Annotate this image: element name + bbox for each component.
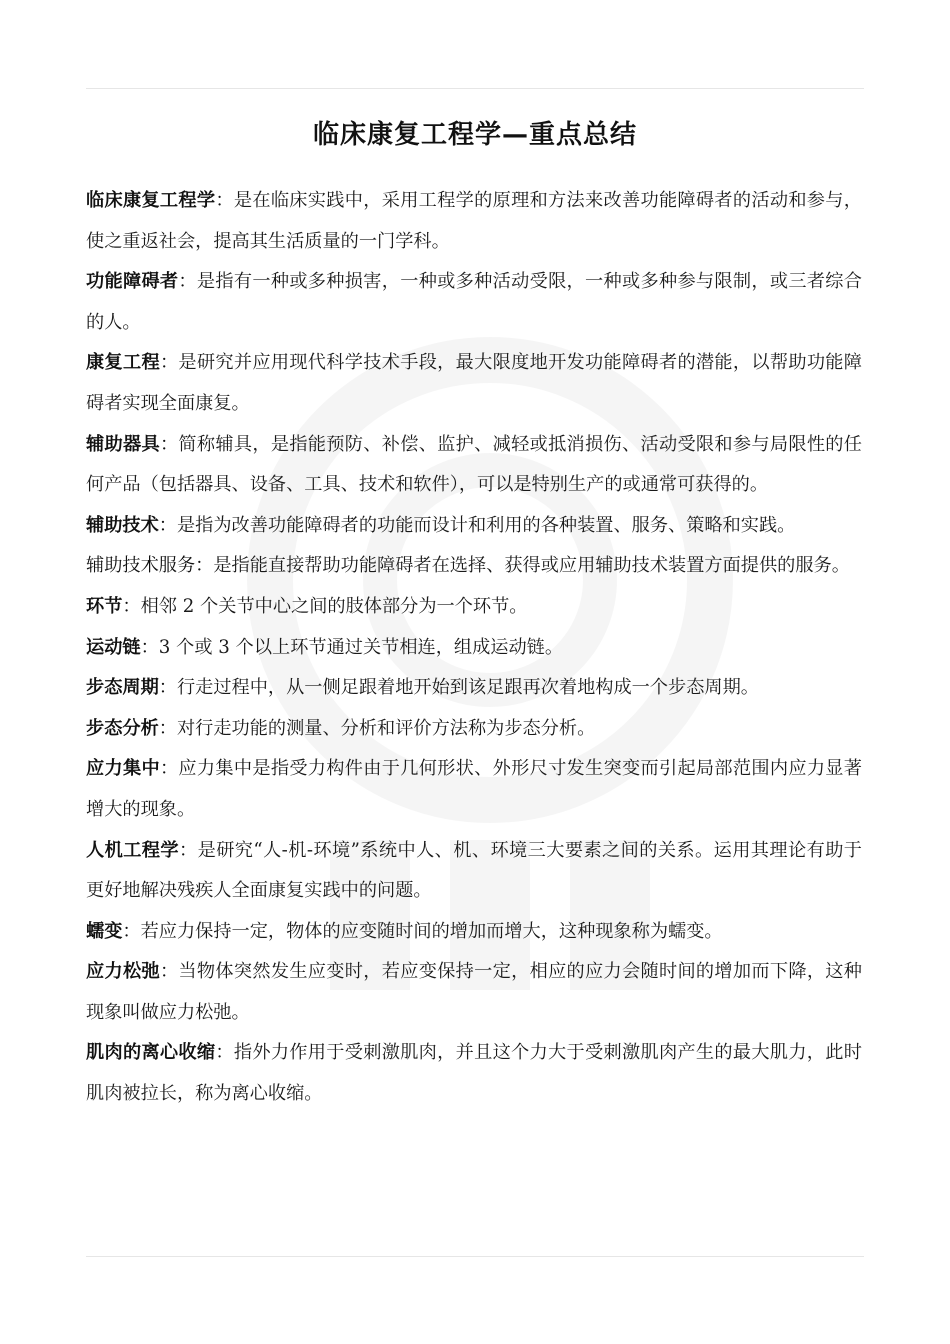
definition-text: 是指有一种或多种损害，一种或多种活动受限，一种或多种参与限制，或三者综合的人。 — [86, 271, 862, 333]
term-separator: ： — [158, 717, 177, 739]
definition-term: 应力松弛 — [86, 961, 160, 983]
definition-term: 辅助技术 — [86, 514, 159, 536]
page-title: 临床康复工程学—重点总结 — [312, 120, 637, 150]
term-separator: ： — [195, 555, 214, 577]
definition-text: 对行走功能的测量、分析和评价方法称为步态分析。 — [176, 717, 596, 739]
definition-term: 人机工程学 — [86, 839, 179, 861]
definition-term: 应力集中 — [86, 758, 160, 780]
definition-entry — [86, 668, 862, 709]
definition-term: 康复工程 — [86, 352, 160, 374]
definition-entry — [86, 1033, 862, 1114]
definition-entry — [86, 546, 862, 587]
definition-text: 是研究“人-机-环境”系统中人、机、环境三大要素之间的关系。运用其理论有助于更好地解决残疾人全面康复实践中的问题。 — [86, 839, 862, 902]
definition-entry — [86, 709, 862, 750]
definition-text: 是研究并应用现代科学技术手段，最大限度地开发功能障碍者的潜能，以帮助功能障碍者实现全面康复。 — [86, 352, 862, 414]
definition-text: 指外力作用于受刺激肌肉，并且这个力大于受刺激肌肉产生的最大肌力，此时肌肉被拉长，称为离心收缩。 — [86, 1042, 862, 1105]
definition-entry — [86, 628, 862, 669]
definition-text: 应力集中是指受力构件由于几何形状、外形尺寸发生突变而引起局部范围内应力显著增大的现象。 — [86, 758, 862, 820]
definition-text: 是指能直接帮助功能障碍者在选择、获得或应用辅助技术装置方面提供的服务。 — [213, 555, 850, 577]
term-separator: ： — [122, 920, 141, 942]
definition-term: 环节 — [86, 595, 123, 617]
definition-text: 简称辅具，是指能预防、补偿、监护、减轻或抵消损伤、活动受限和参与局限性的任何产品（包括器具、设备、工具、技术和软件），可以是特别生产的或通常可获得的。 — [86, 433, 862, 496]
header-rule — [86, 88, 864, 89]
definition-term: 肌肉的离心收缩 — [86, 1042, 216, 1064]
definition-term: 步态分析 — [86, 717, 159, 739]
definition-text: 相邻 2 个关节中心之间的肢体部分为一个环节。 — [140, 595, 528, 617]
term-separator: ： — [159, 433, 179, 455]
definition-term: 辅助器具 — [86, 433, 160, 455]
definition-text: 行走过程中，从一侧足跟着地开始到该足跟再次着地构成一个步态周期。 — [176, 677, 759, 699]
term-separator: ： — [215, 190, 234, 211]
definition-term: 功能障碍者 — [86, 271, 179, 293]
definition-entry — [86, 506, 862, 547]
term-separator: ： — [158, 514, 177, 536]
definition-text: 若应力保持一定，物体的应变随时间的增加而增大，这种现象称为蠕变。 — [140, 920, 723, 942]
definition-term: 运动链 — [86, 636, 141, 658]
definition-entry — [86, 262, 862, 343]
term-separator: ： — [215, 1042, 234, 1064]
term-separator: ： — [159, 758, 179, 780]
definition-entry — [86, 912, 862, 953]
definition-term: 蠕变 — [86, 920, 123, 942]
definition-text: 是指为改善功能障碍者的功能而设计和利用的各种装置、服务、策略和实践。 — [176, 514, 796, 536]
definition-term: 辅助技术服务 — [86, 555, 196, 577]
definition-entry — [86, 425, 862, 506]
term-separator: ： — [159, 961, 179, 983]
term-separator: ： — [159, 352, 179, 374]
definition-entry — [86, 181, 862, 262]
definition-text: 当物体突然发生应变时，若应变保持一定，相应的应力会随时间的增加而下降，这种现象叫做应力松弛。 — [86, 961, 862, 1023]
definition-entry — [86, 343, 862, 424]
definition-entry — [86, 749, 862, 830]
term-separator: ： — [158, 677, 177, 699]
definition-text: 3 个或 3 个以上环节通过关节相连，组成运动链。 — [158, 636, 564, 658]
definition-entry — [86, 587, 862, 628]
definition-entry — [86, 831, 862, 912]
definition-term: 步态周期 — [86, 677, 159, 699]
term-separator: ： — [140, 636, 159, 658]
definitions-list — [86, 181, 862, 1115]
definition-term: 临床康复工程学 — [86, 190, 216, 211]
term-separator: ： — [178, 839, 198, 861]
definition-text: 是在临床实践中，采用工程学的原理和方法来改善功能障碍者的活动和参与，使之重返社会，提高其生活质量的一门学科。 — [86, 190, 862, 252]
term-separator: ： — [178, 271, 197, 293]
footer-rule — [86, 1256, 864, 1257]
definition-entry — [86, 952, 862, 1033]
term-separator: ： — [122, 595, 141, 617]
